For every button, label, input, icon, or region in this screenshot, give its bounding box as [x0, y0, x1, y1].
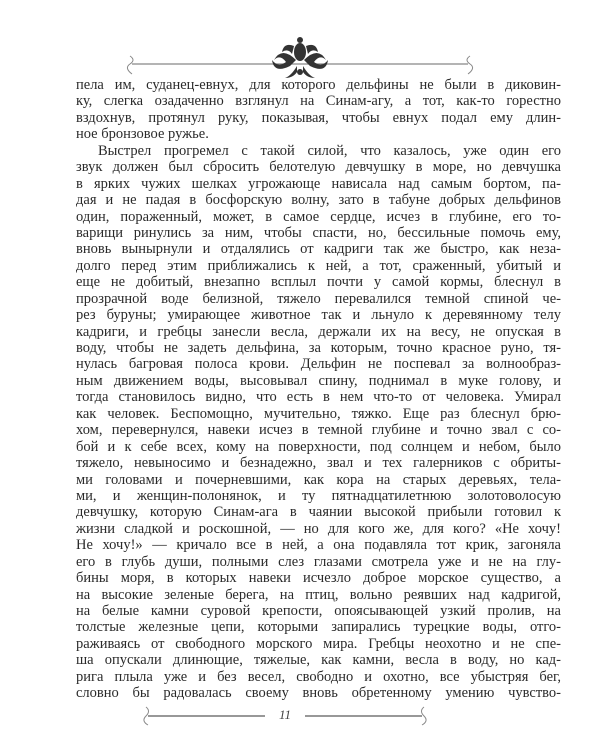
- text-line: ми головами и почерневшими, как кора на старых деревьях, тела-: [76, 471, 561, 488]
- text-line: девчушку, которую Синам-ага в чаянии высокой прибыли готовил к: [76, 504, 561, 521]
- text-line: вновь вынырнули и отдалялись от кадриги так же быстро, как неза-: [76, 241, 561, 258]
- text-line: тогда становилось видно, что есть в нем что-то от человека. Умирал: [76, 389, 561, 406]
- text-line: на высокие зеленые берега, на птиц, вольно реявших над кадригой,: [76, 586, 561, 603]
- text-line: его в глубь души, полными слез глазами смотрела уже и не на глу-: [76, 553, 561, 570]
- text-line: бой и к себе всех, кому на поверхности, под солнцем и небом, было: [76, 438, 561, 455]
- page-body-text: [76, 77, 561, 702]
- text-line: толстые железные цепи, которыми запирались турецкие воды, отго-: [76, 619, 561, 636]
- text-line: словно бы радовалась своему вновь обретенному умению чувство-: [76, 685, 561, 702]
- text-line: на белые камни суровой крепости, опоясывающей узкий пролив, на: [76, 603, 561, 619]
- text-line: бины моря, в которых навеки исчезло доброе морское существо, а: [76, 570, 561, 587]
- text-line: раживаясь от свободного морского мира. Гребцы неохотно и не спе-: [76, 635, 561, 652]
- text-line: нулась багровая полоса крови. Дельфин не поспевал за волнообраз-: [76, 356, 561, 373]
- text-line: ным движением воды, высовывал спину, поднимал в муке голову, и: [76, 372, 561, 389]
- text-line: ку, слегка озадаченно взглянул на Синам-агу, а тот, как-то горестно: [76, 93, 561, 110]
- text-line: один, пораженный, может, в самое сердце, исчез в глубине, его то-: [76, 208, 561, 225]
- page-number: 11: [278, 707, 292, 722]
- text-line: вздохнув, протянул руку, показывая, чтобы евнух подал ему длин-: [76, 109, 561, 126]
- text-line: рига плыла уже и без весел, свободно и охотно, все убыстряя бег,: [76, 668, 561, 685]
- text-line: ша опускали длинющие, тяжелые, как камни, весла в воду, но кад-: [76, 652, 561, 669]
- text-line: жизни сладкой и роскошной, — но для кого же, для кого? «Не хочу!: [76, 520, 561, 537]
- text-line: как человек. Беспомощно, мучительно, тяжко. Еще раз блеснул брю-: [76, 405, 561, 422]
- text-line: рез буруны; умирающее животное так и льнуло к деревянному телу: [76, 307, 561, 324]
- text-line: в ярких чужих шелках угрожающе нависала над самым бортом, па-: [76, 175, 561, 192]
- text-line: пела им, суданец-евнух, для которого дельфины не были в диковин-: [76, 77, 561, 93]
- text-line: Выстрел прогремел с такой силой, что казалось, уже один его: [98, 142, 561, 159]
- footer-ornament: [140, 703, 460, 727]
- text-line: кадриги, и гребцы занесли весла, держали их на весу, не опуская в: [76, 323, 561, 340]
- text-line: воду, чтобы не задеть дельфина, за которым, точно красное руно, тя-: [76, 340, 561, 356]
- text-line: варищи ринулись за ним, чтобы спасти, но, бессильные помочь ему,: [76, 224, 561, 241]
- text-line: еще не добитый, внезапно всплыл почти у самой кормы, блеснул в: [76, 274, 561, 291]
- text-line: ми, и женщин-полонянок, и ту пятнадцатилетнюю золотоволосую: [76, 487, 561, 504]
- text-line: тяжело, невыносимо и безнадежно, звал и тех галерников с обриты-: [76, 455, 561, 472]
- text-line: ное бронзовое ружье.: [76, 126, 209, 143]
- text-line: Не хочу!» — кричало все в ней, а она подавляла тот крик, загоняла: [76, 537, 561, 554]
- text-line: дая и не падая в босфорскую волну, зато в табуне добрых дельфинов: [76, 192, 561, 209]
- text-line: долго перед этим приближались к ней, а тот, сраженный, убитый и: [76, 257, 561, 274]
- text-line: прозрачной воде белизной, тяжело перевалился темной спиной че-: [76, 290, 561, 307]
- text-line: хом, перевернулся, навеки исчез в темной глубине и точно звал с со-: [76, 422, 561, 439]
- text-line: звук должен был сбросить белотелую девчушку в море, но девчушка: [76, 159, 561, 176]
